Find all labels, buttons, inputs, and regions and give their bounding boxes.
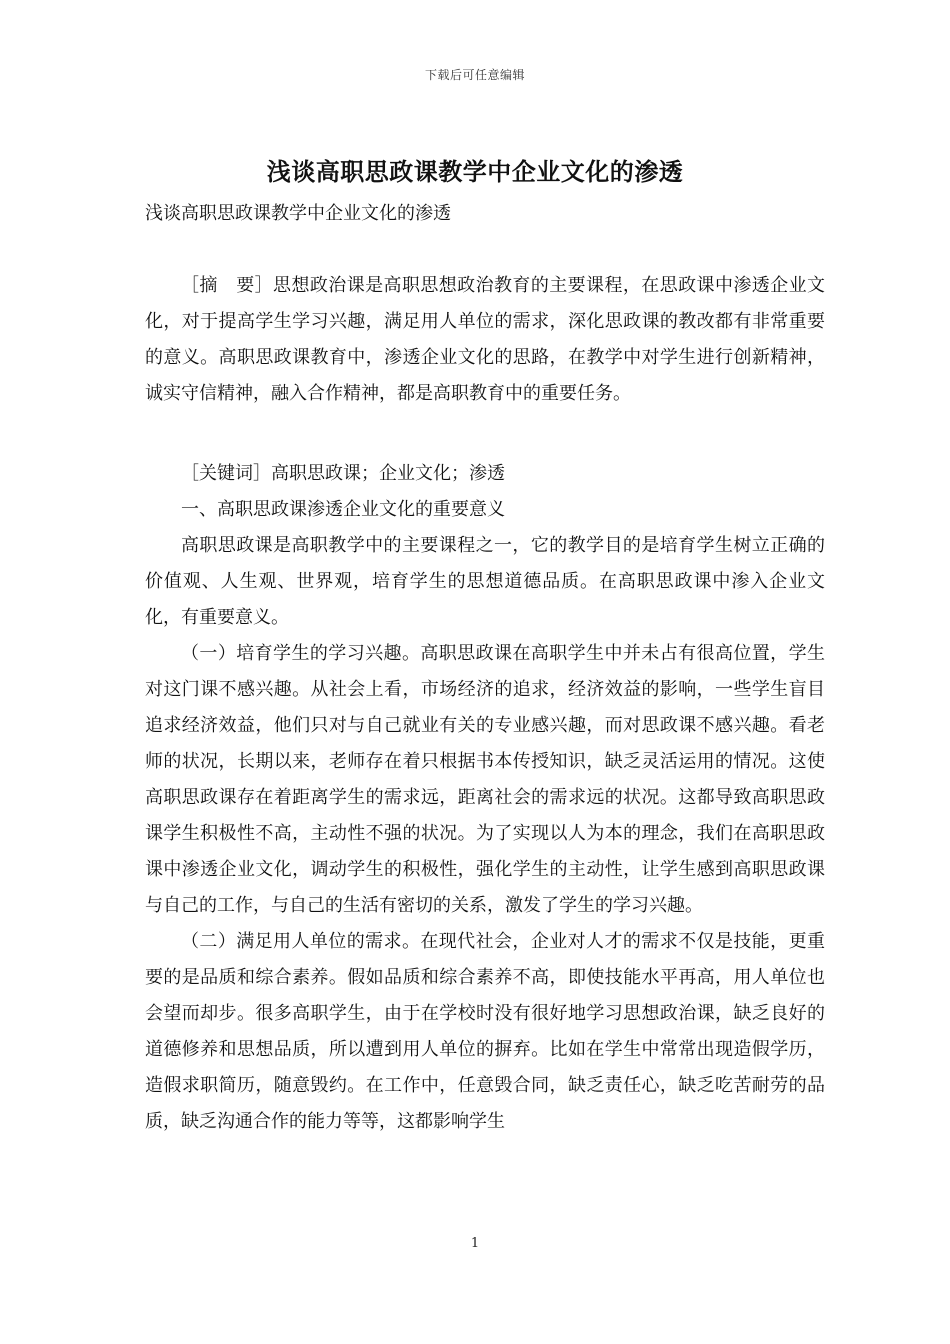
abstract-section (145, 268, 825, 412)
body-paragraph: 高职思政课是高职教学中的主要课程之一，它的教学目的是培育学生树立正确的价值观、人生观、世界观，培育学生的思想道德品质。在高职思政课中渗入企业文化，有重要意义。 (145, 535, 825, 628)
body-paragraph: （二）满足用人单位的需求。在现代社会，企业对人才的需求不仅是技能，更重要的是品质和综合素养。假如品质和综合素养不高，即使技能水平再高，用人单位也会望而却步。很多高职学生，由于在学校时没有很好地学习思想政治课，缺乏良好的道德修养和思想品质，所以遭到用人单位的摒弃。比如在学生中常常出现造假学历，造假求职简历，随意毁约。在工作中，任意毁合同，缺乏责任心，缺乏吃苦耐劳的品质，缺乏沟通合作的能力等等，这都影响学生 (145, 931, 825, 1132)
keywords-text: ［关键词］高职思政课；企业文化；渗透 (181, 463, 505, 484)
main-content (145, 492, 825, 1140)
abstract-text: ［摘 要］思想政治课是高职思想政治教育的主要课程，在思政课中渗透企业文化，对于提高学生学习兴趣，满足用人单位的需求，深化思政课的教改都有非常重要的意义。高职思政课教育中，渗透企业文化的思路，在教学中对学生进行创新精神，诚实守信精神，融入合作精神，都是高职教育中的重要任务。 (145, 275, 825, 404)
page-number: 1 (470, 1236, 480, 1251)
body-paragraph: （一）培育学生的学习兴趣。高职思政课在高职学生中并未占有很高位置，学生对这门课不感兴趣。从社会上看，市场经济的追求，经济效益的影响，一些学生盲目追求经济效益，他们只对与自己就业有关的专业感兴趣，而对思政课不感兴趣。看老师的状况，长期以来，老师存在着只根据书本传授知识，缺乏灵活运用的情况。这使高职思政课存在着距离学生的需求远，距离社会的需求远的状况。这都导致高职思政课学生积极性不高，主动性不强的状况。为了实现以人为本的理念，我们在高职思政课中渗透企业文化，调动学生的积极性，强化学生的主动性，让学生感到高职思政课与自己的工作，与自己的生活有密切的关系，激发了学生的学习兴趣。 (145, 643, 825, 916)
document-title: 浅谈高职思政课教学中企业文化的渗透 (266, 157, 684, 186)
document-subtitle: 浅谈高职思政课教学中企业文化的渗透 (145, 203, 451, 224)
section-heading: 一、高职思政课渗透企业文化的重要意义 (181, 499, 505, 520)
keywords-section (145, 456, 825, 492)
header-note: 下载后可任意编辑 (424, 68, 525, 82)
